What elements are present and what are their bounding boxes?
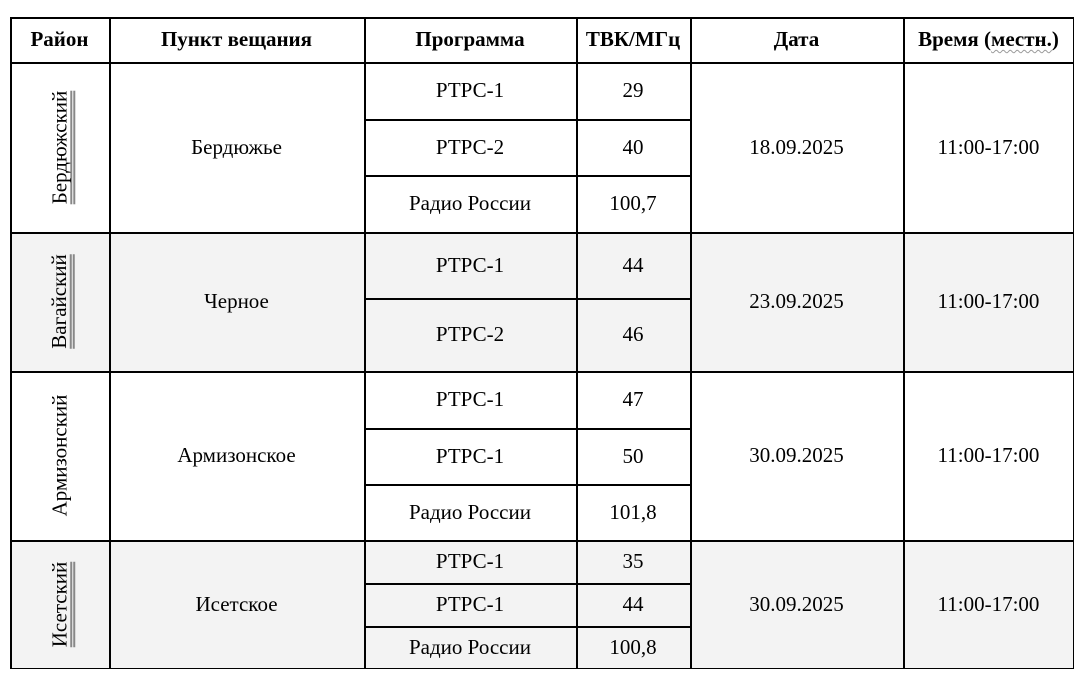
frequency-cell: 101,8 — [609, 499, 657, 524]
header-program: Программа — [415, 27, 525, 51]
program-cell: РТРС-1 — [364, 583, 576, 626]
grid-line — [364, 583, 690, 585]
frequency-cell: 46 — [576, 298, 690, 371]
grid-line — [10, 17, 12, 669]
district-cell — [10, 232, 109, 371]
program-cell: Радио России — [409, 499, 531, 524]
header-district: Район — [30, 27, 89, 51]
district-cell — [10, 371, 109, 540]
district-cell — [10, 62, 109, 232]
program-cell: РТРС-2 — [435, 134, 505, 159]
program-cell: РТРС-1 — [435, 387, 505, 411]
district-name: Армизонский — [47, 394, 72, 517]
grid-line — [576, 17, 578, 669]
header-time-suffix: ) — [1051, 27, 1059, 51]
broadcast-point: Исетское — [109, 540, 364, 669]
time-cell: 11:00-17:00 — [903, 232, 1074, 371]
program-cell: РТРС-1 — [364, 540, 576, 583]
grid-line — [10, 232, 1074, 234]
frequency-cell: 50 — [622, 443, 644, 468]
time-cell: 11:00-17:00 — [937, 443, 1040, 467]
broadcast-point: Армизонское — [177, 443, 296, 467]
broadcast-schedule-table — [10, 17, 1074, 669]
grid-line — [10, 668, 1074, 670]
grid-line — [690, 17, 692, 669]
frequency-cell: 47 — [622, 387, 644, 411]
district-name: Бердюжский — [47, 90, 71, 204]
time-cell: 11:00-17:00 — [903, 540, 1074, 669]
grid-line — [364, 298, 690, 300]
header-date: Дата — [773, 27, 820, 51]
grid-line — [364, 484, 690, 486]
program-cell: Радио России — [364, 626, 576, 669]
program-cell: РТРС-1 — [435, 443, 505, 468]
frequency-cell: 35 — [576, 540, 690, 583]
district-name: Исетский — [47, 561, 71, 648]
header-time-local: местн. — [991, 27, 1052, 51]
frequency-cell: 100,7 — [609, 191, 657, 215]
grid-line — [364, 119, 690, 121]
district-name: Вагайский — [47, 254, 71, 349]
header-frequency: ТВК/МГц — [585, 27, 681, 51]
district-cell — [10, 540, 109, 669]
program-cell: РТРС-1 — [364, 232, 576, 298]
grid-line — [10, 371, 1074, 373]
date-cell: 23.09.2025 — [690, 232, 903, 371]
header-time-prefix: Время ( — [918, 27, 992, 51]
grid-line — [903, 17, 905, 669]
grid-line — [364, 626, 690, 628]
program-cell: Радио России — [409, 191, 531, 215]
grid-line — [364, 17, 366, 669]
date-cell: 30.09.2025 — [749, 443, 844, 467]
header-point: Пункт вещания — [160, 27, 313, 51]
grid-line — [10, 17, 1074, 19]
grid-line — [364, 428, 690, 430]
frequency-cell: 40 — [622, 134, 644, 159]
grid-line — [109, 17, 111, 669]
header-time — [903, 17, 1074, 62]
time-cell: 11:00-17:00 — [937, 134, 1040, 159]
frequency-cell: 44 — [576, 232, 690, 298]
grid-line — [1073, 17, 1075, 669]
frequency-cell: 100,8 — [576, 626, 690, 669]
grid-line — [364, 175, 690, 177]
date-cell: 18.09.2025 — [749, 134, 844, 159]
broadcast-point: Бердюжье — [191, 134, 282, 159]
program-cell: РТРС-1 — [435, 78, 505, 102]
frequency-cell: 29 — [622, 78, 644, 102]
broadcast-point: Черное — [109, 232, 364, 371]
date-cell: 30.09.2025 — [690, 540, 903, 669]
grid-line — [10, 62, 1074, 64]
program-cell: РТРС-2 — [364, 298, 576, 371]
grid-line — [10, 540, 1074, 542]
frequency-cell: 44 — [576, 583, 690, 626]
